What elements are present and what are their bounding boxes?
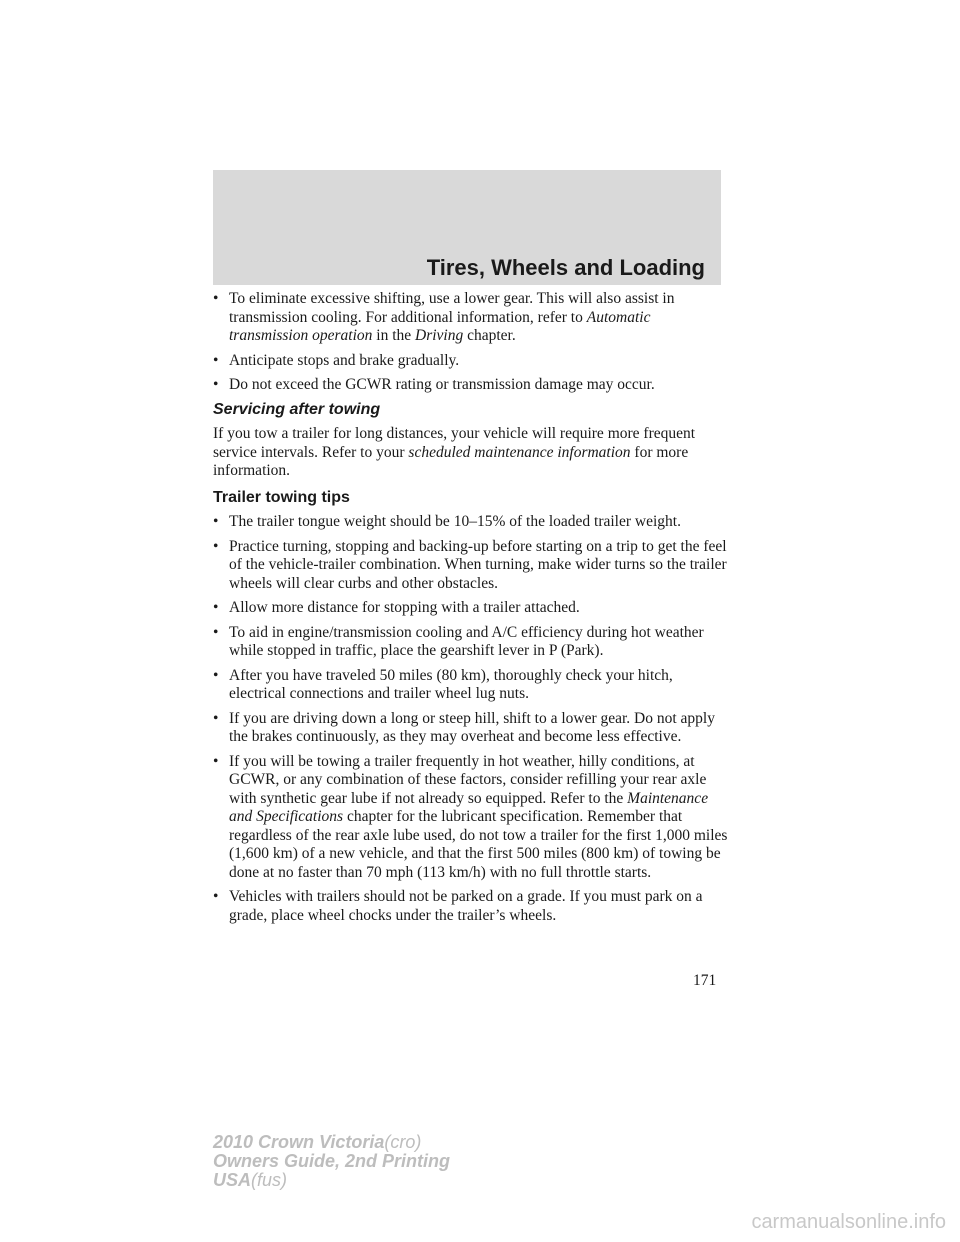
bullet-marker: • <box>213 623 219 641</box>
list-item: • Do not exceed the GCWR rating or transmission damage may occur. <box>213 376 655 393</box>
bullet-marker: • <box>213 752 219 770</box>
document-footer <box>213 1133 450 1190</box>
list-item: • To eliminate excessive shifting, use a lower gear. This will also assist in transmission cooling. For additional information, refer to Automatic transmission operation in the Driving chapter. <box>213 290 675 344</box>
cross-reference: Automatic transmission operation <box>229 308 651 344</box>
list-item: • After you have traveled 50 miles (80 km), thoroughly check your hitch, electrical connections and trailer wheel lug nuts. <box>213 666 673 702</box>
bullet-marker: • <box>213 888 219 905</box>
footer-line-printing: Owners Guide, 2nd Printing <box>213 1151 451 1171</box>
tips-heading: Trailer towing tips <box>213 488 350 506</box>
list-item: • If you are driving down a long or steep hill, shift to a lower gear. Do not apply the brakes continuously, as they may overheat and become less effective. <box>213 709 715 745</box>
section-header-band <box>213 170 721 285</box>
bullet-marker: • <box>213 351 219 369</box>
bullet-marker: • <box>213 709 219 727</box>
list-item: • The trailer tongue weight should be 10–15% of the loaded trailer weight. <box>213 513 681 530</box>
bullet-marker: • <box>213 290 219 307</box>
list-item: • To aid in engine/transmission cooling and A/C efficiency during hot weather while stopped in traffic, place the gearshift lever in P (Park). <box>213 623 704 659</box>
bullet-marker: • <box>213 513 219 530</box>
bullet-marker: • <box>213 666 219 684</box>
list-item: • Practice turning, stopping and backing-up before starting on a trip to get the feel of the vehicle-trailer combination. When turning, make wider turns so the trailer wheels will clear curbs and other obstacles. <box>213 537 727 592</box>
cross-reference: Maintenance and Specifications <box>229 789 709 825</box>
page-content <box>213 290 733 931</box>
list-item: • Anticipate stops and brake gradually. <box>213 351 460 369</box>
bullet-marker: • <box>213 599 219 616</box>
section-title: Tires, Wheels and Loading <box>426 255 705 280</box>
footer-line-model: 2010 Crown Victoria(cro) <box>213 1132 422 1152</box>
bullet-marker: • <box>213 376 219 393</box>
servicing-paragraph: If you tow a trailer for long distances, your vehicle will require more frequent service intervals. Refer to your scheduled maintenance information for more information. <box>213 425 696 479</box>
footer-line-market: USA(fus) <box>213 1170 288 1190</box>
page-number: 171 <box>693 972 717 989</box>
list-item: • Allow more distance for stopping with a trailer attached. <box>213 599 580 616</box>
list-item: • Vehicles with trailers should not be parked on a grade. If you must park on a grade, place wheel chocks under the trailer’s wheels. <box>213 888 703 924</box>
watermark: carmanualsonline.info <box>751 1211 946 1233</box>
cross-reference: scheduled maintenance information <box>408 443 631 461</box>
servicing-heading: Servicing after towing <box>213 400 381 418</box>
list-item: • If you will be towing a trailer frequently in hot weather, hilly conditions, at GCWR, or any combination of these factors, consider refilling your rear axle with synthetic gear lube if not already so equipped. Refer to the Maintenance and Specifications chapter for the lubricant specification. Remember that regardless of the rear axle lube used, do not tow a trailer for the first 1,000 miles (1,600 km) of a new vehicle, and that the first 500 miles (800 km) of towing be done at no faster than 70 mph (113 km/h) with no full throttle starts. <box>213 752 728 881</box>
bullet-marker: • <box>213 537 219 555</box>
cross-reference: Driving <box>415 327 464 344</box>
